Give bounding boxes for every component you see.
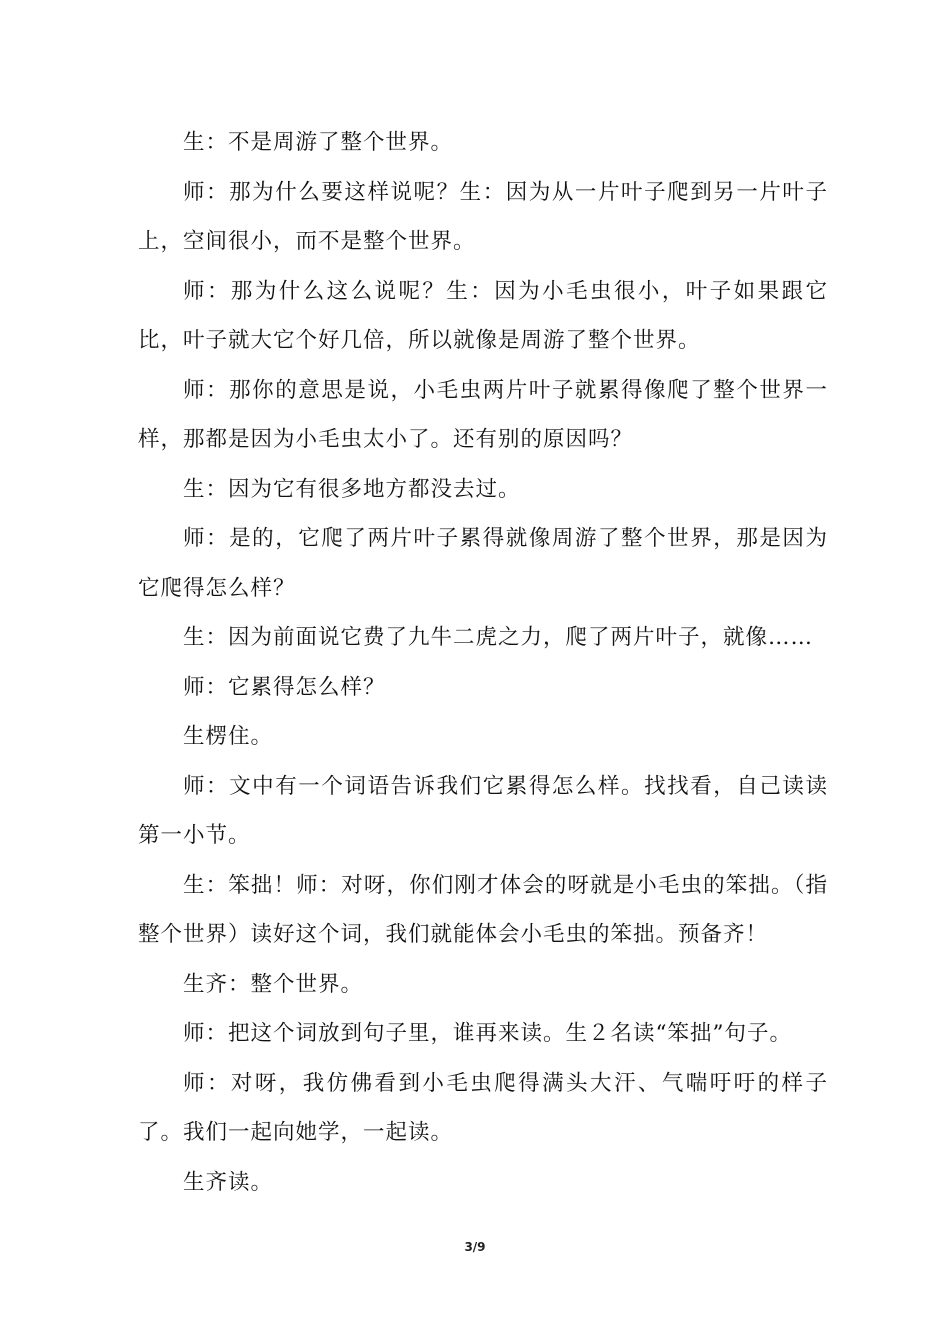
paragraph: 生齐：整个世界。 [183, 971, 364, 997]
document-body [138, 118, 828, 1207]
page-number: 3/9 [464, 1240, 486, 1254]
paragraph: 师：它累得怎么样？ [183, 674, 386, 700]
paragraph: 生：不是周游了整个世界。 [183, 130, 454, 155]
paragraph: 师：是的，它爬了两片叶子累得就像周游了整个世界，那是因为它爬得怎么样？ [138, 526, 828, 601]
paragraph: 师：对呀，我仿佛看到小毛虫爬得满头大汗、气喘吁吁的样子了。我们一起向她学，一起读。 [138, 1070, 828, 1145]
paragraph: 生楞住。 [183, 724, 274, 749]
paragraph: 生：因为它有很多地方都没去过。 [183, 476, 521, 502]
paragraph: 师：把这个词放到句子里，谁再来读。生２名读“笨拙”句子。 [183, 1021, 792, 1046]
paragraph: 生：因为前面说它费了九牛二虎之力，爬了两片叶子，就像…… [183, 625, 814, 650]
paragraph: 师：那为什么这么说呢？生：因为小毛虫很小，叶子如果跟它比，叶子就大它个好几倍，所以就像是周游了整个世界。 [138, 278, 828, 353]
paragraph: 师：那为什么要这样说呢？生：因为从一片叶子爬到另一片叶子上，空间很小，而不是整个世界。 [138, 179, 828, 254]
paragraph: 生：笨拙！师：对呀，你们刚才体会的呀就是小毛虫的笨拙。（指整个世界）读好这个词，我们就能体会小毛虫的笨拙。预备齐！ [138, 872, 828, 947]
paragraph: 生齐读。 [183, 1169, 274, 1195]
paragraph: 师：那你的意思是说，小毛虫两片叶子就累得像爬了整个世界一样，那都是因为小毛虫太小了。还有别的原因吗？ [138, 377, 828, 452]
paragraph: 师：文中有一个词语告诉我们它累得怎么样。找找看，自己读读第一小节。 [138, 773, 828, 848]
